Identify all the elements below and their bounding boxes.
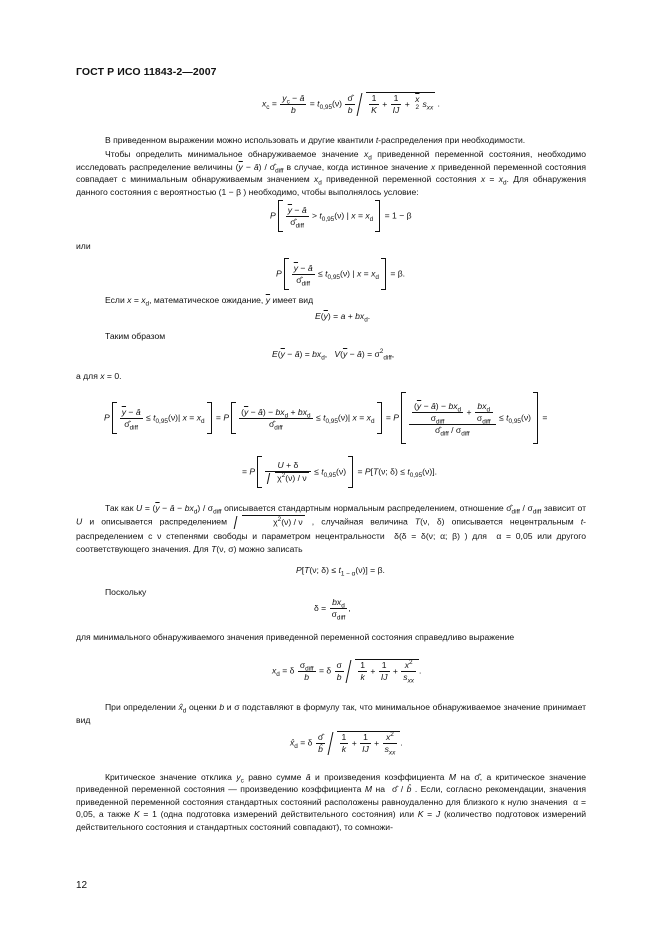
paragraph-critical: Критическое значение отклика $y_c$ равно сумме â и произведения коэффициента M на σ̂, а критическое значение приведенной переменной состояния — произведению коэффициента M на σ̂ / b̂ . Если, согласно рекомендации, значения приведенной переменной состояния стандартных состояний расположены равноудаленно для близкого к нулю значения α = 0,05, а также K = 1 (одна подготовка измерений действительного состояния) или K = J (количество подготовок измерений действительного состояния и стандартных состояний совпадают), то сомножи- xyxy=(76,772,587,832)
equation-critical-value: $x_c$ = $\frac{y_c - â}{b}$ = $t_{0,95}(\nu)$ $\frac{\sigmâ}{b}$ $\frac{1}{K}$ + $\frac{1}{IJ}$ + $\overline{x}$ $^2$ $s_{xx}$ . xyxy=(262,92,440,115)
equation-mean-variance: $E(\overline{y}$ − â) = $bx_d$, $V(\overline{y}$ − â) = $\sigma^2_{diff}$, xyxy=(272,348,395,362)
text-for-x-zero: а для x = 0. xyxy=(76,371,122,381)
page-number: 12 xyxy=(76,880,88,891)
text-or: или xyxy=(76,241,91,251)
equation-chain: P $\frac{\overline{y} - â}{\sigmâ_{diff}}$ ≤ $t_{0,95}(\nu)|$ $x = x_d = P$ $\frac{(\overline{y} - â) - bx_d + bx_d}{\sigmâ_{diff}}$ ≤ $t_{0,95}(\nu)|$ $x = x_d = P$ $\frac{(\overline{y} - â) - bx_d}{\sigma_{diff}}$ + $\frac{bx_d}{\sigma_{diff}}$ $\sigmâ_{diff} / \sigma_{diff}$ ≤ $t_{0,95}(\nu)$ = xyxy=(104,392,547,444)
equation-condition-2: P $\frac{\overline{y} - â}{\sigmâ_{diff}}$ ≤ $t_{0,95}(\nu)$ | $x = x_d = \beta$. xyxy=(276,258,405,290)
equation-delta: δ = $\frac{bx_d}{\sigma_{diff}}$ , xyxy=(314,597,351,622)
text-thus: Таким образом xyxy=(105,331,166,341)
text-since: Поскольку xyxy=(105,587,147,597)
paragraph-noncentral: Так как $U = (\overline{y}$ − â − $bx_d) / \sigma_{diff}$ описывается стандартным нормальным распределением, отношение $\sigmâ_{diff} / \sigma_{diff}$ зависит от U и описывается распределением $\chi^2(\nu)$ / ν , случайная величина T(ν, δ) описывается нецентральным t-распределением с ν степенями свободы и параметром нецентральности δ(δ = δ(ν; α; β) ) для α = 0,05 или другого соответствующего значения. Для T(ν, σ) можно записать xyxy=(76,503,587,555)
paragraph-expectation: Если $x = x_d$, математическое ожидание, $\overline{y}$ имеет вид xyxy=(105,295,314,308)
paragraph-estimate: При определении $x̂_d$ оценки b и σ подставляют в формулу так, что минимальное обнаруживаемое значение принимает вид xyxy=(76,702,587,725)
paragraph-quantiles: В приведенном выражении можно использовать и другие квантили t-распределения при необходимости. xyxy=(105,135,526,145)
equation-min-detectable: $x_d = \delta$ $\frac{\sigma_{diff}}{b}$ = δ $\frac{\sigma}{b}$ $\frac{1}{k}$ + $\frac{1}{IJ}$ + $\frac{\overline{x}^2}{s_{xx}}$ . xyxy=(272,659,422,685)
equation-beta: P[T(ν; $\delta) \le t_{1 - \alpha}(\nu)] = \beta$. xyxy=(296,565,385,578)
equation-condition-1: P $\frac{\overline{y} - â}{\sigmâ_{diff}}$ > $t_{0,95}(\nu)$ | $x = x_d = 1 - \beta$ xyxy=(270,200,412,232)
equation-expectation: $E(\overline{y}) = a + bx_d$. xyxy=(315,311,371,324)
paragraph-distribution: Чтобы определить минимальное обнаруживаемое значение $x_d$ приведенной переменной состояния, необходимо исследовать распределение величины ($\overline{y}$ − â) / $\sigmâ_{diff}$ в случае, когда истинное значение x приведенной переменной состояния совпадает с минимальным обнаруживаемым значением $x_d$ приведенной переменной состояния $x = x_d$. Для обнаружения данного состояния с вероятностью (1 − β ) необходимо, чтобы выполнялось условие: xyxy=(76,149,587,197)
document-header: ГОСТ Р ИСО 11843-2—2007 xyxy=(76,66,217,78)
paragraph-min-detectable: для минимального обнаруживаемого значения приведенной переменной состояния справедливо выражение xyxy=(76,632,515,642)
equation-estimate: $x̂_d = \delta$ $\frac{\sigmâ}{b̂}$ $\frac{1}{k}$ + $\frac{1}{IJ}$ + $\frac{\overline{x}^2}{s_{xx}}$ . xyxy=(290,731,403,757)
equation-noncentral-t: = P $\frac{U + \delta}{\chi^2(\nu) / \nu}$ ≤ $t_{0,95}(\nu) = P[T(\nu$; $\delta) \le t_{0,95}(\nu)$]. xyxy=(242,456,437,488)
